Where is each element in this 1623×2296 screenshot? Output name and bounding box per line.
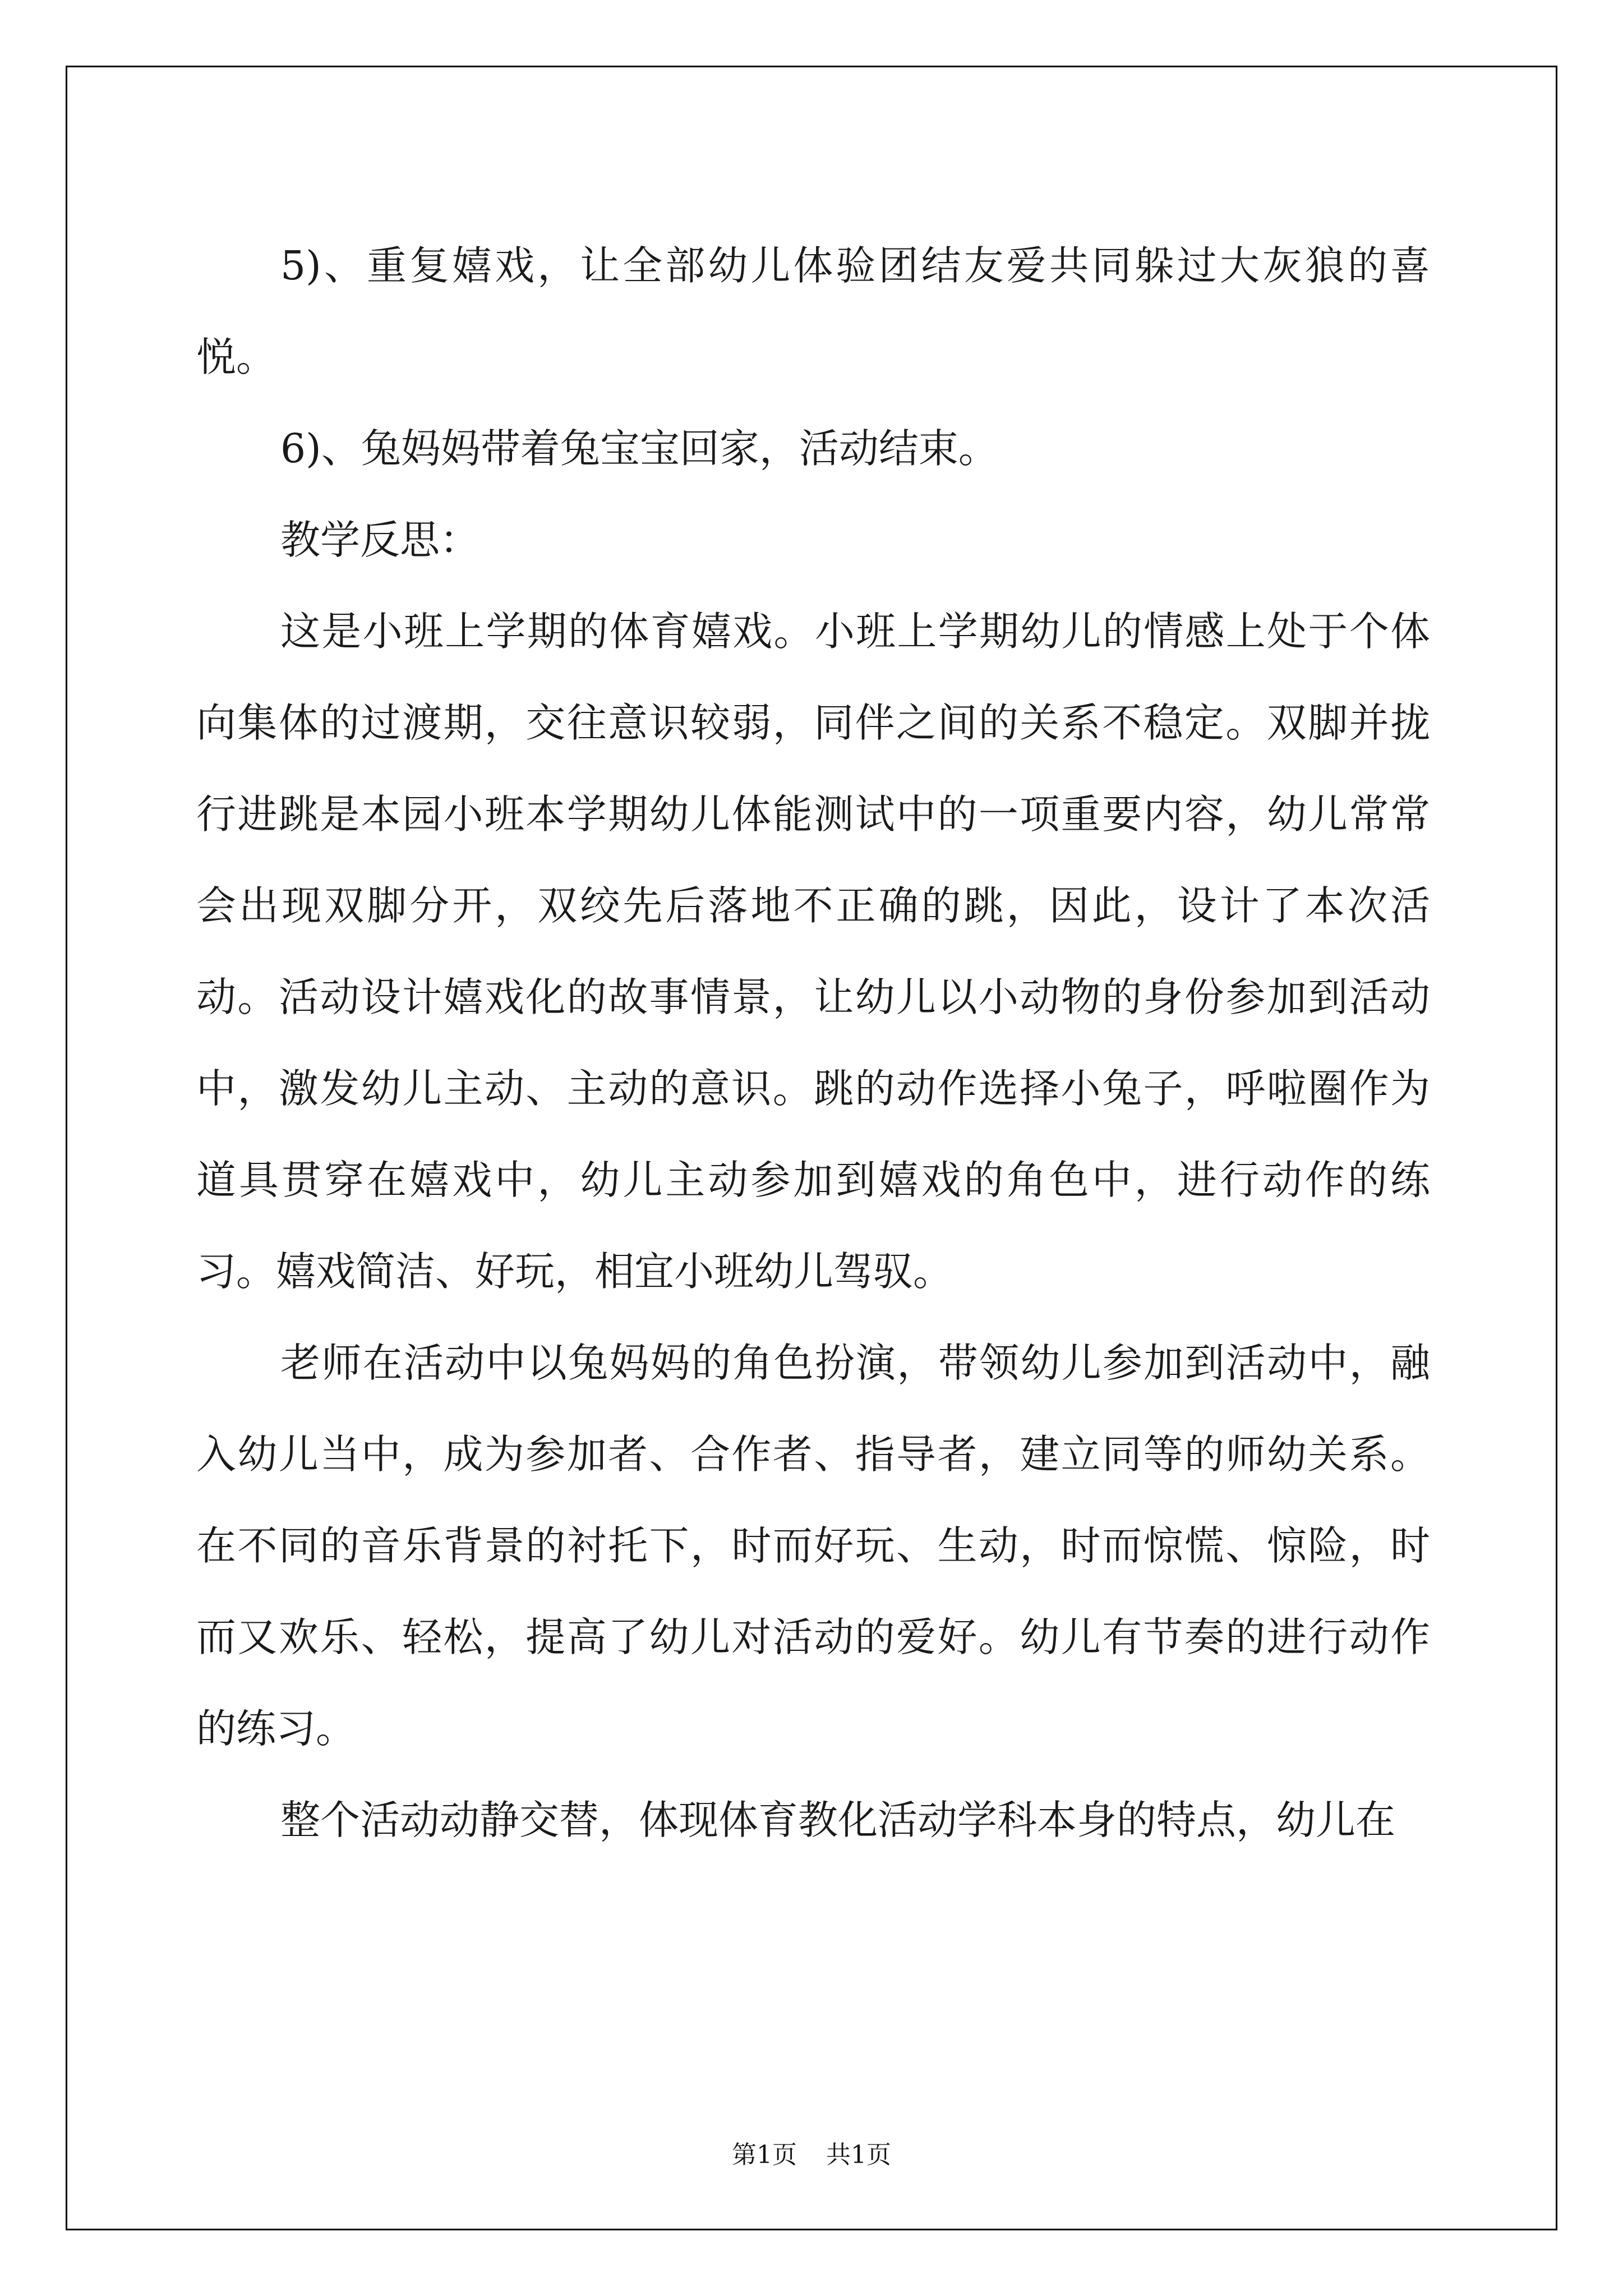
paragraph: 教学反思： [280, 517, 480, 563]
paragraph: 5)、重复嬉戏，让全部幼儿体验团结友爱共同躲过大灰狼的喜悦。 [196, 242, 1430, 380]
page-number: 第1页 [732, 2141, 797, 2169]
paragraph: 整个活动动静交替，体现体育教化活动学科本身的特点，幼儿在 [280, 1797, 1396, 1843]
page-footer [0, 2134, 1623, 2170]
paragraph: 这是小班上学期的体育嬉戏。小班上学期幼儿的情感上处于个体向集体的过渡期，交往意识较弱，同伴之间的关系不稳定。双脚并拢行进跳是本园小班本学期幼儿体能测试中的一项重要内容，幼儿常常会出现双脚分开，双绞先后落地不正确的跳，因此，设计了本次活动。活动设计嬉戏化的故事情景，让幼儿以小动物的身份参加到活动中，激发幼儿主动、主动的意识。跳的动作选择小兔子，呼啦圈作为道具贯穿在嬉戏中，幼儿主动参加到嬉戏的角色中，进行动作的练习。嬉戏简洁、好玩，相宜小班幼儿驾驭。 [196, 608, 1430, 1295]
paragraph: 老师在活动中以兔妈妈的角色扮演，带领幼儿参加到活动中，融入幼儿当中，成为参加者、合作者、指导者，建立同等的师幼关系。在不同的音乐背景的衬托下，时而好玩、生动，时而惊慌、惊险，时而又欢乐、轻松，提高了幼儿对活动的爱好。幼儿有节奏的进行动作的练习。 [196, 1340, 1430, 1752]
page-total: 共1页 [826, 2141, 891, 2169]
document-body [196, 220, 1430, 1866]
paragraph: 6)、兔妈妈带着兔宝宝回家，活动结束。 [280, 425, 998, 472]
